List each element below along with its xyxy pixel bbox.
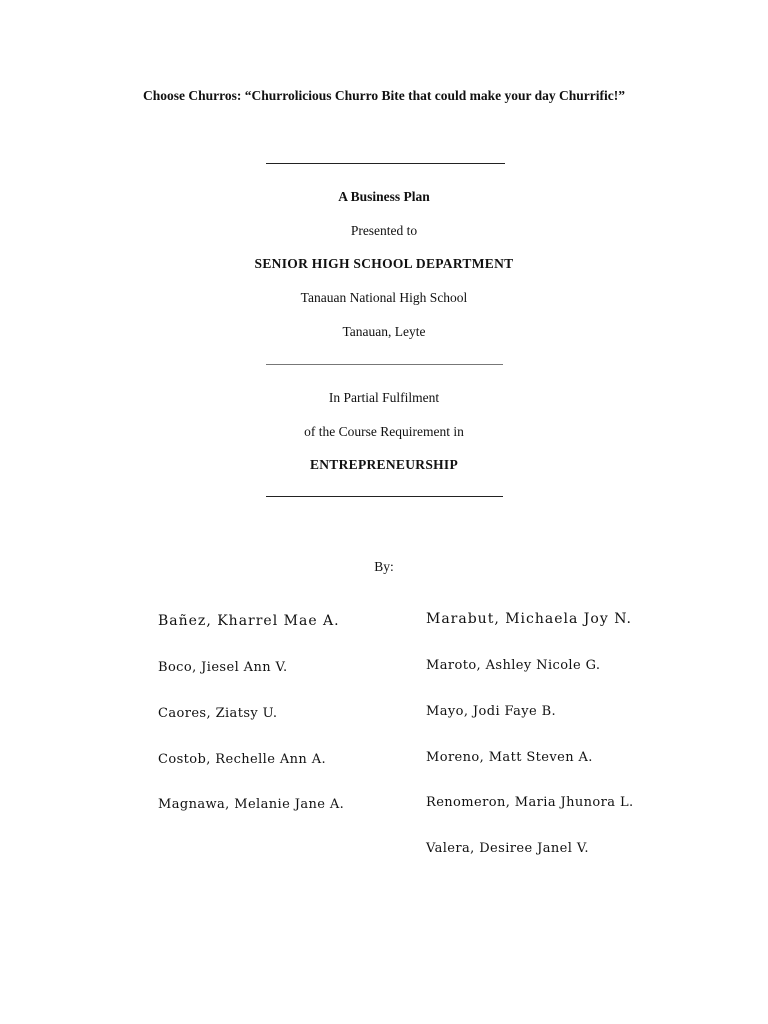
author-name: Valera, Desiree Janel V. <box>426 841 589 856</box>
fulfilment-line-2: of the Course Requirement in <box>304 424 464 439</box>
author-name: Renomeron, Maria Jhunora L. <box>426 795 634 810</box>
author-name: Boco, Jiesel Ann V. <box>158 660 288 675</box>
author-name: Moreno, Matt Steven A. <box>426 750 593 765</box>
fulfilment-line-1: In Partial Fulfilment <box>328 390 440 405</box>
by-label: By: <box>374 559 394 574</box>
author-name: Marabut, Michaela Joy N. <box>426 611 633 627</box>
divider-1 <box>266 163 505 164</box>
business-plan-heading: A Business Plan <box>338 189 430 204</box>
divider-2 <box>266 364 503 365</box>
author-name: Maroto, Ashley Nicole G. <box>426 658 601 673</box>
author-name: Caores, Ziatsy U. <box>158 706 278 721</box>
presented-to-text: Presented to <box>350 223 418 238</box>
course-name: ENTREPRENEURSHIP <box>309 457 459 472</box>
document-title: Choose Churros: “Churrolicious Churro Bite that could make your day Churrific!” <box>142 88 626 103</box>
department-name: SENIOR HIGH SCHOOL DEPARTMENT <box>254 256 514 271</box>
author-name: Mayo, Jodi Faye B. <box>426 704 557 719</box>
school-location: Tanauan, Leyte <box>342 324 426 339</box>
divider-3 <box>266 496 503 497</box>
author-name: Costob, Rechelle Ann A. <box>158 752 327 767</box>
author-name: Magnawa, Melanie Jane A. <box>158 797 345 812</box>
author-name: Bañez, Kharrel Mae A. <box>158 613 340 629</box>
school-name: Tanauan National High School <box>300 290 468 305</box>
